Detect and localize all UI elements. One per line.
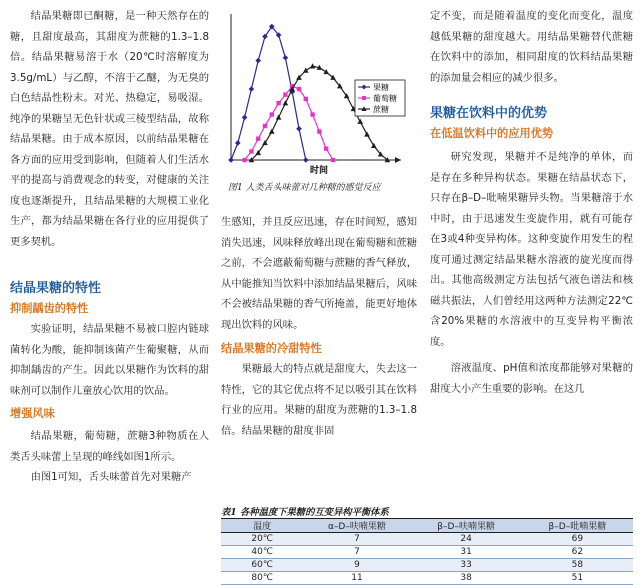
x-axis-arrow xyxy=(395,157,401,163)
flavor-paragraph: 结晶果糖，葡萄糖，蔗糖3种物质在人类舌头味蕾上呈现的峰线如图1所示。 xyxy=(10,430,209,463)
data-point xyxy=(303,157,309,163)
data-point xyxy=(283,92,287,96)
table-header-cell: α–D–呋喃果糖 xyxy=(303,519,410,533)
data-point xyxy=(249,86,255,92)
table-cell: 33 xyxy=(411,559,522,572)
data-point xyxy=(276,114,282,119)
data-point xyxy=(310,63,316,68)
table-cell: 62 xyxy=(522,546,633,559)
column-3 xyxy=(430,6,633,399)
data-point xyxy=(364,131,370,136)
column-1 xyxy=(10,0,209,488)
data-point xyxy=(323,69,329,74)
table-cell: 80℃ xyxy=(221,572,303,585)
table-cell: 40℃ xyxy=(221,546,303,559)
subheading-anti-caries: 抑制龋齿的特性 xyxy=(10,302,89,315)
table-cell: 38 xyxy=(411,572,522,585)
data-point xyxy=(270,112,274,116)
table-cell: 9 xyxy=(303,559,410,572)
cold-sweet-paragraph: 果糖最大的特点就是甜度大，失去这一特性，它的其它优点将不足以吸引其在饮料行业的应用。果糖的甜度为蔗糖的1.3–1.8倍。结晶果糖的甜度非固 xyxy=(221,363,417,437)
data-point xyxy=(297,87,301,91)
data-point xyxy=(276,101,280,105)
table-cell: 7 xyxy=(303,533,410,546)
table-header-cell: β–D–吡喃果糖 xyxy=(522,519,633,533)
legend-label: 果糖 xyxy=(373,83,389,92)
data-point xyxy=(249,149,253,153)
subheading-flavor: 增强风味 xyxy=(10,407,55,420)
figure-1 xyxy=(221,8,417,196)
data-point xyxy=(255,58,261,64)
legend-marker xyxy=(362,96,366,100)
figure-caption: 图1 人类舌头味蕾对几种糖的感觉反应 xyxy=(228,183,381,193)
flavor-continued-paragraph: 生感知，并且反应迅速，存在时间短，感知消失迅速，风味释放峰出现在葡萄糖和蔗糖之前，不会遮蔽葡萄糖与蔗糖的香气释放，从中能推知当饮料中添加结晶果糖后，风味不会被结晶果糖的香气所掩盖，能更好地体现出饮料的风味。 xyxy=(221,216,417,331)
legend-label: 葡萄糖 xyxy=(373,94,397,103)
data-point xyxy=(256,137,260,141)
data-point xyxy=(331,158,335,162)
data-point xyxy=(228,157,234,163)
sweetness-continued-paragraph: 定不变，而是随着温度的变化而变化，温度越低果糖的甜度越大。用结晶果糖替代蔗糖在饮料中的添加，相同甜度的饮料结晶果糖的添加量会相应的减少很多。 xyxy=(430,10,633,84)
equilibrium-table xyxy=(221,518,633,585)
x-axis-label: 时间 xyxy=(310,166,329,176)
data-point xyxy=(310,112,314,116)
data-point xyxy=(296,126,302,132)
data-point xyxy=(242,158,246,162)
table-row xyxy=(221,546,633,559)
table-row xyxy=(221,572,633,585)
data-point xyxy=(242,115,248,121)
table-cell: 11 xyxy=(303,572,410,585)
table-cell: 69 xyxy=(522,533,633,546)
table-row xyxy=(221,533,633,546)
table-cell: 58 xyxy=(522,559,633,572)
factors-paragraph: 溶液温度、pH值和浓度都能够对果糖的甜度大小产生重要的影响。在这几 xyxy=(430,362,633,395)
subheading-cold-sweet: 结晶果糖的冷甜特性 xyxy=(221,342,322,355)
table-header-cell: 温度 xyxy=(221,519,303,533)
subheading-low-temp: 在低温饮料中的应用优势 xyxy=(430,127,554,140)
column-2 xyxy=(221,212,417,441)
data-point xyxy=(283,100,289,105)
data-point xyxy=(357,119,363,124)
data-point xyxy=(324,146,328,150)
table-cell: 7 xyxy=(303,546,410,559)
table-cell: 24 xyxy=(411,533,522,546)
data-point xyxy=(304,97,308,101)
table-caption: 表1 各种温度下果糖的互变异构平衡体系 xyxy=(221,507,389,518)
isomer-paragraph: 研究发现，果糖并不是纯净的单体，而是存在多种异构状态。果糖在结晶状态下，只存在β–D–吡喃果糖异头物。当果糖溶于水中时，由于迅速发生变旋作用，就有可能存在3或4种变异构体。这种变旋作用发生的程度可通过测定结晶果糖水溶液的旋光度而得出。其他高级测定方法包括气液色谱法和核磁共振法，人们曾经用这两种方法测定22℃含20%果糖的水溶液中的互变异构平衡浓度。 xyxy=(430,151,633,348)
data-point xyxy=(235,140,241,146)
data-point xyxy=(317,129,321,133)
data-point xyxy=(283,55,289,61)
section-heading-properties: 结晶果糖的特性 xyxy=(10,281,102,296)
flavor-paragraph-2: 由图1可知，舌头味蕾首先对果糖产 xyxy=(30,471,192,483)
data-point xyxy=(303,68,309,73)
legend-label: 蔗糖 xyxy=(373,105,389,114)
table-row xyxy=(221,559,633,572)
data-point xyxy=(269,129,275,134)
anti-caries-paragraph: 实验证明，结晶果糖不易被口腔内链球菌转化为酸，能抑制该菌产生葡聚糖，从而抑制龋齿的产生。因此以果糖作为饮料的甜味剂可以制作儿童放心饮用的饮品。 xyxy=(10,323,209,397)
line-chart xyxy=(221,8,417,180)
section-heading-advantages: 果糖在饮料中的优势 xyxy=(430,106,548,121)
data-point xyxy=(263,124,267,128)
table-cell: 60℃ xyxy=(221,559,303,572)
series-line-0 xyxy=(231,27,306,161)
table-header-row xyxy=(221,519,633,533)
intro-paragraph: 结晶果糖即已酮糖，是一种天然存在的糖，且甜度最高，其甜度为蔗糖的1.3–1.8倍。结晶果糖易溶于水（20℃时溶解度为3.5g/mL）与乙醇，不溶于乙醚，为无臭的白色结晶性粉末。对光、热稳定，易吸湿。纯净的果糖呈无色针状或三棱型结晶，故称结晶果糖。由于成本原因，以前结晶果糖在各方面的应用受到影响，但随着人们生活水平的提高与消费观念的转变，对健康的关注度也逐渐提升，且结晶果糖的大规模工业化生产，都为结晶果糖在各行业的应用提供了更多契机。 xyxy=(10,10,209,248)
table-cell: 31 xyxy=(411,546,522,559)
table-cell: 51 xyxy=(522,572,633,585)
table-header-cell: β–D–呋喃果糖 xyxy=(411,519,522,533)
table-cell: 20℃ xyxy=(221,533,303,546)
